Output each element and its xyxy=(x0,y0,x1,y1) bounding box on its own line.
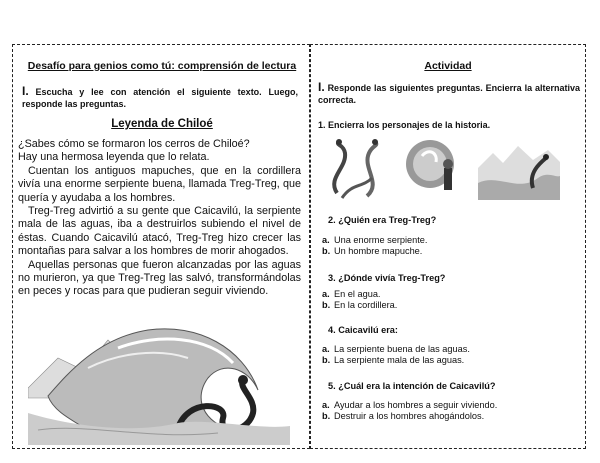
person-image xyxy=(402,138,462,200)
story-paragraph: Aquellas personas que fueron alcanzadas por las aguas no murieron, ya que Treg-Treg las salvó, transformándolas en peces y rocas para que pudieran seguir viviendo. xyxy=(18,258,301,298)
option-b[interactable] xyxy=(322,246,584,256)
option-text: Una enorme serpiente. xyxy=(334,235,428,245)
option-b[interactable] xyxy=(322,411,584,421)
option-text: En el agua. xyxy=(334,289,381,299)
serpent-wave-illustration xyxy=(28,318,290,445)
story-line: Hay una hermosa leyenda que lo relata. xyxy=(18,151,210,164)
option-letter: a. xyxy=(322,235,330,245)
option-letter: a. xyxy=(322,344,330,354)
option-letter: b. xyxy=(322,246,331,256)
story-title: Leyenda de Chiloé xyxy=(111,118,213,130)
question-block xyxy=(322,273,584,325)
question-label: 2. ¿Quién era Treg-Treg? xyxy=(328,215,437,225)
option-a[interactable] xyxy=(322,344,584,354)
sea-serpent-image xyxy=(478,138,560,200)
option-letter: a. xyxy=(322,400,330,410)
instruction-text: Responde las siguientes preguntas. Encierra la alternativa correcta. xyxy=(318,83,580,105)
question-1: 1. Encierra los personajes de la historia. xyxy=(318,120,491,130)
question-block xyxy=(322,325,584,381)
reading-instruction xyxy=(22,86,298,110)
question-label: 3. ¿Dónde vivía Treg-Treg? xyxy=(328,273,446,283)
option-text: La serpiente buena de las aguas. xyxy=(334,344,470,354)
question-block xyxy=(322,381,584,421)
option-a[interactable] xyxy=(322,400,584,410)
activity-instruction xyxy=(318,82,580,106)
option-text: Ayudar a los hombres a seguir viviendo. xyxy=(334,400,498,410)
question-label: 5. ¿Cuál era la intención de Caicavilú? xyxy=(328,381,496,391)
instruction-numeral: I. xyxy=(22,84,29,98)
option-text: Un hombre mapuche. xyxy=(334,246,423,256)
reading-title: Desafío para genios como tú: comprensión de lectura xyxy=(27,60,297,72)
option-b[interactable] xyxy=(322,300,584,310)
serpents-image xyxy=(327,138,385,200)
option-letter: b. xyxy=(322,411,331,421)
option-text: En la cordillera. xyxy=(334,300,398,310)
option-letter: a. xyxy=(322,289,330,299)
story-text xyxy=(18,138,301,299)
option-a[interactable] xyxy=(322,289,584,299)
questions-list xyxy=(322,215,584,421)
option-text: La serpiente mala de las aguas. xyxy=(334,355,465,365)
option-b[interactable] xyxy=(322,355,584,365)
option-text: Destruir a los hombres ahogándolos. xyxy=(334,411,485,421)
instruction-numeral: I. xyxy=(318,80,325,94)
option-letter: b. xyxy=(322,300,331,310)
story-paragraph: Cuentan los antiguos mapuches, que en la cordillera vivía una enorme serpiente buena, llamada Treg-Treg, que quería y ayudaba a los hombres. xyxy=(18,164,301,204)
question-label: 4. Caicavilú era: xyxy=(328,325,398,335)
story-paragraph: Treg-Treg advirtió a su gente que Caicavilú, la serpiente mala de las aguas, iba a destruirlos subiendo el nivel de éstas. Cuando Caicavilú atacó, Treg-Treg hizo crecer las montañas para salvar a los hombres de morir ahogados. xyxy=(18,205,301,258)
activity-title: Actividad xyxy=(424,60,472,72)
option-a[interactable] xyxy=(322,235,584,245)
instruction-text: Escucha y lee con atención el siguiente texto. Luego, responde las preguntas. xyxy=(22,87,298,109)
question-block xyxy=(322,215,584,273)
option-letter: b. xyxy=(322,355,331,365)
story-line: ¿Sabes cómo se formaron los cerros de Chiloé? xyxy=(18,138,250,150)
